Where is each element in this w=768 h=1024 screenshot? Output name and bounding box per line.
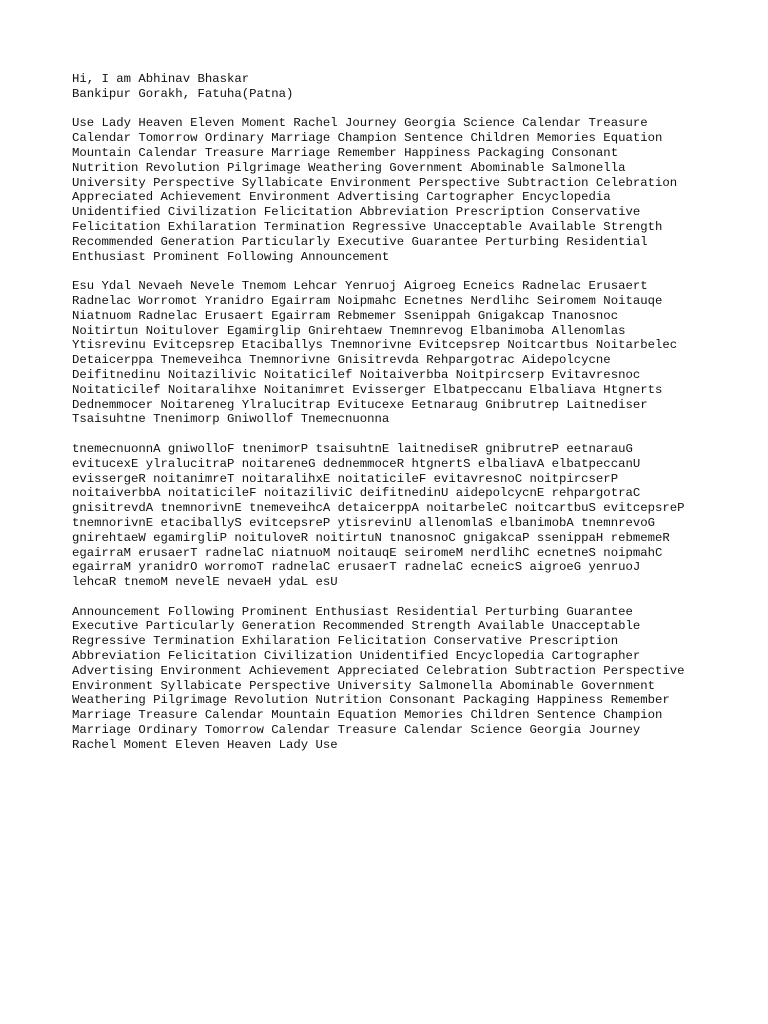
text-line: Advertising Environment Achievement Appreciated Celebration Subtraction Perspective (72, 663, 685, 678)
text-line: lehcaR tnemoM nevelE nevaeH ydaL esU (72, 575, 338, 590)
text-line: Weathering Pilgrimage Revolution Nutrition Consonant Packaging Happiness Remember (72, 693, 670, 708)
text-line: Use Lady Heaven Eleven Moment Rachel Journey Georgia Science Calendar Treasure (72, 116, 648, 131)
text-line: Rachel Moment Eleven Heaven Lady Use (72, 737, 338, 752)
author-header (72, 72, 712, 102)
text-line: Recommended Generation Particularly Executive Guarantee Perturbing Residential (72, 234, 648, 249)
text-line: Marriage Ordinary Tomorrow Calendar Treasure Calendar Science Georgia Journey (72, 723, 641, 738)
paragraph-forward-words (72, 116, 712, 264)
text-line: Environment Syllabicate Perspective University Salmonella Abominable Government (72, 678, 655, 693)
text-line: Appreciated Achievement Environment Advertising Cartographer Encyclopedia (72, 190, 611, 205)
author-address-line: Bankipur Gorakh, Fatuha(Patna) (72, 86, 294, 101)
text-line: evissergeR noitanimreT noitaralihxE noitaticileF evitavresnoC noitpircserP (72, 471, 619, 486)
text-line: Dednemmocer Noitareneg Ylralucitrap Evitucexe Eetnaraug Gnibrutrep Laitnediser (72, 397, 648, 412)
text-line: University Perspective Syllabicate Environment Perspective Subtraction Celebration (72, 175, 678, 190)
text-line: Enthusiast Prominent Following Announcement (72, 249, 390, 264)
text-line: Regressive Termination Exhilaration Felicitation Conservative Prescription (72, 634, 619, 649)
text-line: Nutrition Revolution Pilgrimage Weathering Government Abominable Salmonella (72, 160, 626, 175)
author-name-line: Hi, I am Abhinav Bhaskar (72, 72, 250, 86)
text-line: Mountain Calendar Treasure Marriage Remember Happiness Packaging Consonant (72, 145, 619, 160)
text-line: Announcement Following Prominent Enthusiast Residential Perturbing Guarantee (72, 604, 633, 619)
text-line: Felicitation Exhilaration Termination Regressive Unacceptable Available Strength (72, 219, 663, 234)
text-line: gnirehtaeW egamirgliP noituloveR noitirtuN tnanosnoC gnigakcaP ssenippaH rebmemeR (72, 530, 670, 545)
text-line: Executive Particularly Generation Recommended Strength Available Unacceptable (72, 619, 641, 634)
text-line: Esu Ydal Nevaeh Nevele Tnemom Lehcar Yenruoj Aigroeg Ecneics Radnelac Erusaert (72, 279, 648, 294)
text-line: Deifitnedinu Noitazilivic Noitaticilef Noitaiverbba Noitpircserp Evitavresnoc (72, 367, 641, 382)
text-line: tnemnorivnE etaciballyS evitcepsreP ytisrevinU allenomlaS elbanimobA tnemnrevoG (72, 515, 655, 530)
text-line: egairraM yranidrO worromoT radnelaC erusaerT radnelaC ecneicS aigroeG yenruoJ (72, 560, 641, 575)
text-line: egairraM erusaerT radnelaC niatnuoM noitauqE seiromeM nerdlihC ecnetneS noipmahC (72, 545, 663, 560)
text-line: Calendar Tomorrow Ordinary Marriage Champion Sentence Children Memories Equation (72, 131, 663, 146)
text-line: evitucexE ylralucitraP noitareneG dednemmoceR htgnertS elbaliavA elbatpeccanU (72, 456, 641, 471)
text-line: noitaiverbbA noitaticileF noitaziliviC deifitnedinU aidepolcycnE rehpargotraC (72, 486, 641, 501)
paragraph-fully-reversed (72, 442, 712, 590)
text-line: Ytisrevinu Evitcepsrep Etaciballys Tnemnorivne Evitcepsrep Noitcartbus Noitarbelec (72, 338, 678, 353)
text-line: Abbreviation Felicitation Civilization Unidentified Encyclopedia Cartographer (72, 649, 641, 664)
text-line: Radnelac Worromot Yranidro Egairram Noipmahc Ecnetnes Nerdlihc Seiromem Noitauqe (72, 293, 663, 308)
text-line: gnisitrevdA tnemnorivnE tnemeveihcA detaicerppA noitarbeleC noitcartbuS evitcepsreP (72, 501, 685, 516)
text-line: Marriage Treasure Calendar Mountain Equation Memories Children Sentence Champion (72, 708, 663, 723)
text-line: Noitirtun Noitulover Egamirglip Gnirehtaew Tnemnrevog Elbanimoba Allenomlas (72, 323, 626, 338)
text-line: Noitaticilef Noitaralihxe Noitanimret Evisserger Elbatpeccanu Elbaliava Htgnerts (72, 382, 663, 397)
text-line: Tsaisuhtne Tnenimorp Gniwollof Tnemecnuonna (72, 412, 390, 427)
text-line: Detaicerppa Tnemeveihca Tnemnorivne Gnisitrevda Rehpargotrac Aidepolcycne (72, 353, 611, 368)
paragraph-reversed-words (72, 605, 712, 753)
paragraph-reversed-letters (72, 279, 712, 427)
text-line: tnemecnuonnA gniwolloF tnenimorP tsaisuhtnE laitnediseR gnibrutreP eetnarauG (72, 441, 633, 456)
text-line: Unidentified Civilization Felicitation Abbreviation Prescription Conservative (72, 205, 641, 220)
document-body (72, 72, 712, 767)
text-line: Niatnuom Radnelac Erusaert Egairram Rebmemer Ssenippah Gnigakcap Tnanosnoc (72, 308, 619, 323)
